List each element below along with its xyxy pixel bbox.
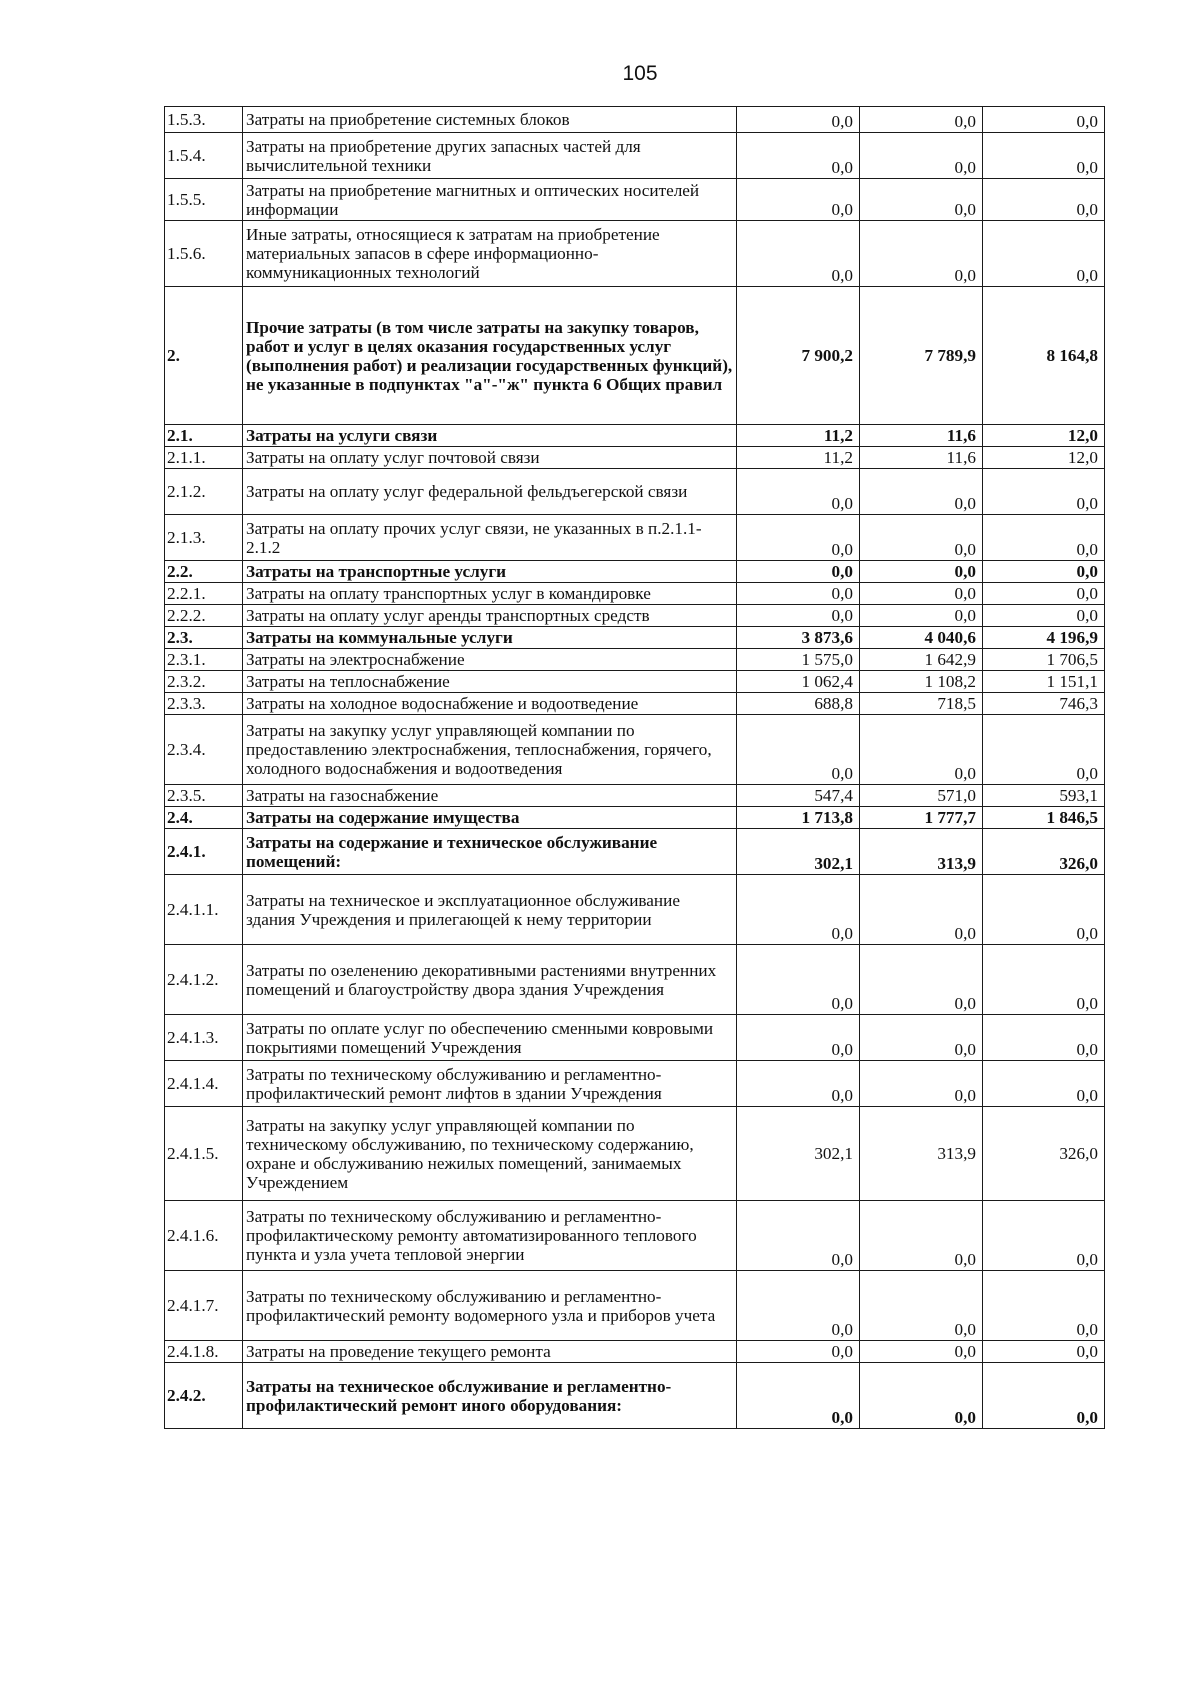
row-value-2: 0,0 <box>860 1363 983 1429</box>
row-value-2: 0,0 <box>860 945 983 1015</box>
table-row <box>165 179 1105 221</box>
table-row <box>165 287 1105 425</box>
row-code: 2.1.3. <box>165 515 243 561</box>
row-code: 2.4.1.2. <box>165 945 243 1015</box>
row-value-3: 746,3 <box>983 693 1105 715</box>
row-value-2: 11,6 <box>860 447 983 469</box>
row-value-3: 4 196,9 <box>983 627 1105 649</box>
table-row <box>165 671 1105 693</box>
row-name: Затраты на холодное водоснабжение и водоотведение <box>243 693 737 715</box>
row-value-1: 688,8 <box>737 693 860 715</box>
row-code: 1.5.4. <box>165 133 243 179</box>
row-value-2: 0,0 <box>860 133 983 179</box>
table-row <box>165 561 1105 583</box>
row-value-1: 0,0 <box>737 561 860 583</box>
row-value-3: 0,0 <box>983 945 1105 1015</box>
row-value-3: 0,0 <box>983 561 1105 583</box>
row-value-1: 3 873,6 <box>737 627 860 649</box>
table-row <box>165 107 1105 133</box>
table-row <box>165 221 1105 287</box>
row-name: Затраты по техническому обслуживанию и регламентно-профилактический ремонт лифтов в здании Учреждения <box>243 1061 737 1107</box>
table-row <box>165 447 1105 469</box>
row-code: 2.2.1. <box>165 583 243 605</box>
row-value-3: 0,0 <box>983 1061 1105 1107</box>
row-value-1: 302,1 <box>737 1107 860 1201</box>
row-value-1: 0,0 <box>737 945 860 1015</box>
row-name: Затраты по техническому обслуживанию и регламентно-профилактическому ремонту автоматизированного теплового пункта и узла учета тепловой энергии <box>243 1201 737 1271</box>
table-row <box>165 1107 1105 1201</box>
row-value-3: 0,0 <box>983 1363 1105 1429</box>
row-value-1: 0,0 <box>737 583 860 605</box>
row-name: Затраты на электроснабжение <box>243 649 737 671</box>
row-value-1: 0,0 <box>737 875 860 945</box>
row-value-1: 0,0 <box>737 469 860 515</box>
row-value-3: 0,0 <box>983 875 1105 945</box>
row-name: Затраты на газоснабжение <box>243 785 737 807</box>
row-name: Прочие затраты (в том числе затраты на закупку товаров, работ и услуг в целях оказания государственных услуг (выполнения работ) и реализации государственных функций), не указанные в подпунктах "а"-"ж" пункта 6 Общих правил <box>243 287 737 425</box>
row-value-3: 326,0 <box>983 829 1105 875</box>
row-value-1: 0,0 <box>737 515 860 561</box>
row-code: 2.1.2. <box>165 469 243 515</box>
table-row <box>165 1341 1105 1363</box>
row-value-1: 11,2 <box>737 425 860 447</box>
row-name: Затраты на содержание и техническое обслуживание помещений: <box>243 829 737 875</box>
row-value-1: 0,0 <box>737 221 860 287</box>
table-row <box>165 875 1105 945</box>
table-row <box>165 425 1105 447</box>
row-code: 2.4.1.7. <box>165 1271 243 1341</box>
row-code: 2.3.2. <box>165 671 243 693</box>
page-number: 105 <box>622 62 658 85</box>
row-value-2: 0,0 <box>860 469 983 515</box>
row-value-1: 7 900,2 <box>737 287 860 425</box>
row-code: 2.4.1. <box>165 829 243 875</box>
row-name: Затраты на транспортные услуги <box>243 561 737 583</box>
table-row <box>165 715 1105 785</box>
row-value-1: 0,0 <box>737 179 860 221</box>
row-code: 2.2. <box>165 561 243 583</box>
row-value-1: 547,4 <box>737 785 860 807</box>
cost-table-container <box>164 106 1104 1429</box>
row-value-3: 0,0 <box>983 605 1105 627</box>
row-value-1: 1 575,0 <box>737 649 860 671</box>
table-row <box>165 785 1105 807</box>
row-name: Затраты по озеленению декоративными растениями внутренних помещений и благоустройству двора здания Учреждения <box>243 945 737 1015</box>
row-value-2: 0,0 <box>860 715 983 785</box>
row-value-3: 0,0 <box>983 107 1105 133</box>
row-value-2: 718,5 <box>860 693 983 715</box>
row-value-3: 12,0 <box>983 447 1105 469</box>
row-value-2: 571,0 <box>860 785 983 807</box>
table-row <box>165 1015 1105 1061</box>
row-code: 2.2.2. <box>165 605 243 627</box>
row-name: Затраты на оплату услуг федеральной фельдъегерской связи <box>243 469 737 515</box>
row-value-2: 313,9 <box>860 1107 983 1201</box>
row-value-3: 0,0 <box>983 1271 1105 1341</box>
row-code: 2.4.2. <box>165 1363 243 1429</box>
row-code: 2.3.1. <box>165 649 243 671</box>
row-value-1: 0,0 <box>737 1015 860 1061</box>
row-code: 2.4.1.6. <box>165 1201 243 1271</box>
row-value-2: 0,0 <box>860 605 983 627</box>
row-name: Затраты на теплоснабжение <box>243 671 737 693</box>
row-value-2: 4 040,6 <box>860 627 983 649</box>
row-name: Затраты на закупку услуг управляющей компании по техническому обслуживанию, по техническому содержанию, охране и обслуживанию нежилых помещений, занимаемых Учреждением <box>243 1107 737 1201</box>
row-name: Затраты на приобретение магнитных и оптических носителей информации <box>243 179 737 221</box>
row-value-2: 0,0 <box>860 107 983 133</box>
row-value-3: 0,0 <box>983 715 1105 785</box>
row-value-3: 8 164,8 <box>983 287 1105 425</box>
row-value-2: 1 777,7 <box>860 807 983 829</box>
row-value-2: 1 108,2 <box>860 671 983 693</box>
row-value-3: 0,0 <box>983 221 1105 287</box>
table-row <box>165 945 1105 1015</box>
row-value-1: 0,0 <box>737 605 860 627</box>
row-code: 1.5.5. <box>165 179 243 221</box>
table-row <box>165 1061 1105 1107</box>
row-value-1: 0,0 <box>737 1201 860 1271</box>
row-name: Затраты по техническому обслуживанию и регламентно-профилактический ремонту водомерного узла и приборов учета <box>243 1271 737 1341</box>
row-value-2: 0,0 <box>860 1015 983 1061</box>
row-name: Затраты на техническое и эксплуатационное обслуживание здания Учреждения и прилегающей к нему территории <box>243 875 737 945</box>
table-row <box>165 1201 1105 1271</box>
row-code: 2.4.1.1. <box>165 875 243 945</box>
table-row <box>165 1271 1105 1341</box>
row-value-3: 12,0 <box>983 425 1105 447</box>
row-code: 1.5.6. <box>165 221 243 287</box>
row-code: 2.4. <box>165 807 243 829</box>
row-value-1: 0,0 <box>737 133 860 179</box>
row-value-1: 1 713,8 <box>737 807 860 829</box>
cost-table <box>164 106 1105 1429</box>
row-name: Затраты на оплату транспортных услуг в командировке <box>243 583 737 605</box>
row-code: 1.5.3. <box>165 107 243 133</box>
row-value-2: 0,0 <box>860 221 983 287</box>
row-value-1: 0,0 <box>737 715 860 785</box>
row-value-1: 0,0 <box>737 1363 860 1429</box>
table-row <box>165 693 1105 715</box>
row-name: Затраты на закупку услуг управляющей компании по предоставлению электроснабжения, теплоснабжения, горячего, холодного водоснабжения и водоотведения <box>243 715 737 785</box>
row-value-1: 11,2 <box>737 447 860 469</box>
row-value-3: 0,0 <box>983 133 1105 179</box>
row-value-3: 1 151,1 <box>983 671 1105 693</box>
row-code: 2.1.1. <box>165 447 243 469</box>
row-value-2: 1 642,9 <box>860 649 983 671</box>
row-code: 2.3.5. <box>165 785 243 807</box>
row-value-2: 0,0 <box>860 179 983 221</box>
row-code: 2.4.1.5. <box>165 1107 243 1201</box>
row-name: Затраты на услуги связи <box>243 425 737 447</box>
row-value-2: 0,0 <box>860 1061 983 1107</box>
table-row <box>165 469 1105 515</box>
row-value-3: 0,0 <box>983 469 1105 515</box>
row-code: 2.3.4. <box>165 715 243 785</box>
row-value-3: 1 706,5 <box>983 649 1105 671</box>
row-name: Затраты на техническое обслуживание и регламентно-профилактический ремонт иного оборудования: <box>243 1363 737 1429</box>
row-value-3: 0,0 <box>983 1201 1105 1271</box>
row-name: Затраты на содержание имущества <box>243 807 737 829</box>
row-code: 2.1. <box>165 425 243 447</box>
row-name: Затраты на оплату услуг аренды транспортных средств <box>243 605 737 627</box>
row-value-2: 11,6 <box>860 425 983 447</box>
row-value-3: 0,0 <box>983 583 1105 605</box>
row-value-2: 313,9 <box>860 829 983 875</box>
row-value-1: 0,0 <box>737 1061 860 1107</box>
row-value-3: 0,0 <box>983 1015 1105 1061</box>
row-name: Затраты на проведение текущего ремонта <box>243 1341 737 1363</box>
row-code: 2.3.3. <box>165 693 243 715</box>
table-row <box>165 583 1105 605</box>
row-value-2: 0,0 <box>860 561 983 583</box>
row-value-1: 0,0 <box>737 107 860 133</box>
row-value-1: 1 062,4 <box>737 671 860 693</box>
row-code: 2.4.1.3. <box>165 1015 243 1061</box>
row-code: 2.4.1.4. <box>165 1061 243 1107</box>
row-value-3: 326,0 <box>983 1107 1105 1201</box>
row-value-2: 0,0 <box>860 1201 983 1271</box>
row-value-2: 7 789,9 <box>860 287 983 425</box>
row-name: Иные затраты, относящиеся к затратам на приобретение материальных запасов в сфере информационно-коммуникационных технологий <box>243 221 737 287</box>
row-value-2: 0,0 <box>860 583 983 605</box>
row-value-2: 0,0 <box>860 515 983 561</box>
row-value-3: 593,1 <box>983 785 1105 807</box>
row-name: Затраты на приобретение других запасных частей для вычислительной техники <box>243 133 737 179</box>
row-name: Затраты на коммунальные услуги <box>243 627 737 649</box>
table-row <box>165 649 1105 671</box>
row-value-3: 0,0 <box>983 515 1105 561</box>
row-name: Затраты на приобретение системных блоков <box>243 107 737 133</box>
table-row <box>165 627 1105 649</box>
row-value-3: 0,0 <box>983 179 1105 221</box>
row-value-2: 0,0 <box>860 875 983 945</box>
table-row <box>165 605 1105 627</box>
row-value-1: 302,1 <box>737 829 860 875</box>
row-code: 2.3. <box>165 627 243 649</box>
cost-table-body <box>165 107 1105 1429</box>
row-value-3: 0,0 <box>983 1341 1105 1363</box>
row-value-3: 1 846,5 <box>983 807 1105 829</box>
row-value-2: 0,0 <box>860 1271 983 1341</box>
row-code: 2.4.1.8. <box>165 1341 243 1363</box>
row-value-1: 0,0 <box>737 1271 860 1341</box>
table-row <box>165 1363 1105 1429</box>
table-row <box>165 829 1105 875</box>
row-value-1: 0,0 <box>737 1341 860 1363</box>
row-value-2: 0,0 <box>860 1341 983 1363</box>
row-name: Затраты на оплату прочих услуг связи, не указанных в п.2.1.1-2.1.2 <box>243 515 737 561</box>
table-row <box>165 133 1105 179</box>
table-row <box>165 807 1105 829</box>
row-name: Затраты на оплату услуг почтовой связи <box>243 447 737 469</box>
table-row <box>165 515 1105 561</box>
row-code: 2. <box>165 287 243 425</box>
row-name: Затраты по оплате услуг по обеспечению сменными ковровыми покрытиями помещений Учреждения <box>243 1015 737 1061</box>
